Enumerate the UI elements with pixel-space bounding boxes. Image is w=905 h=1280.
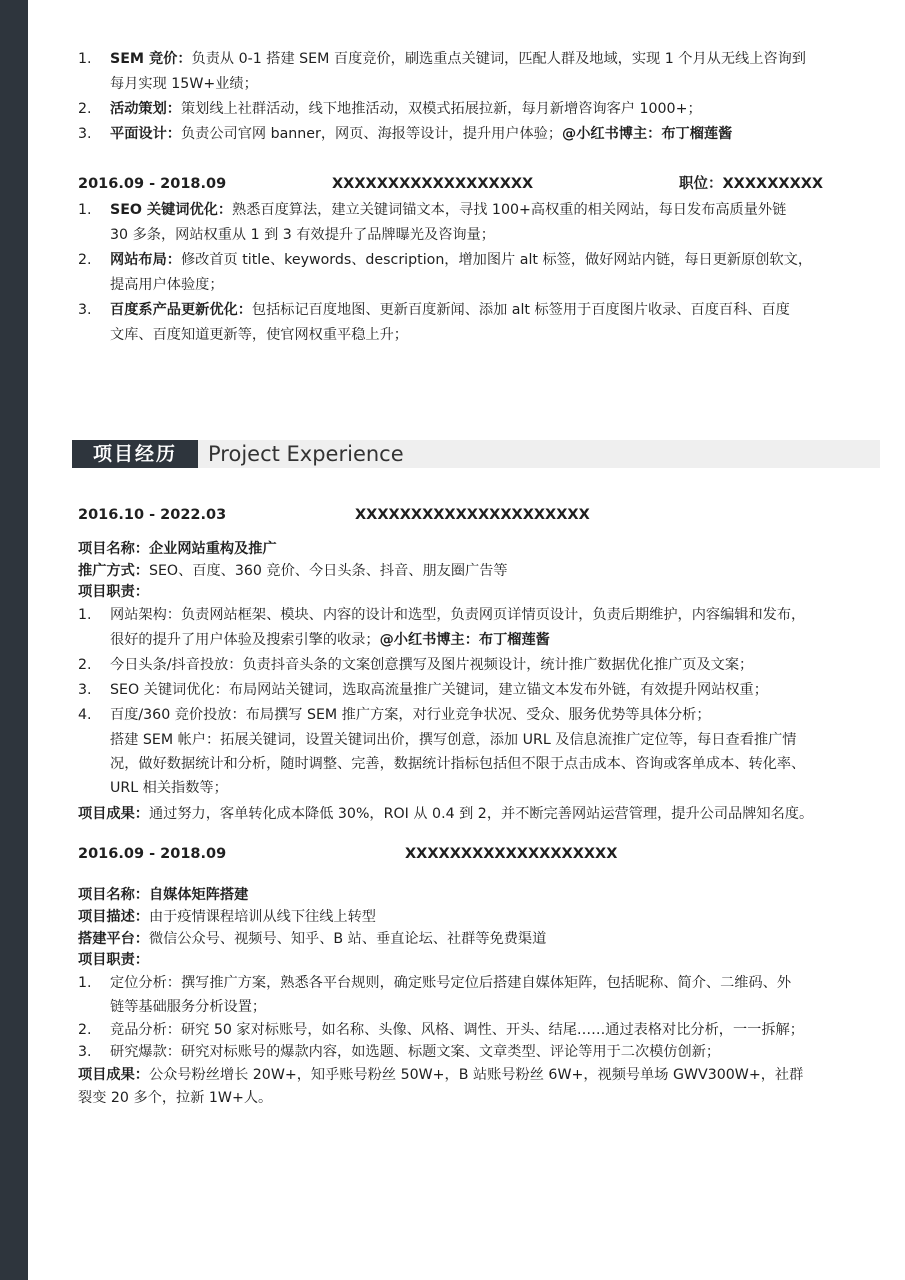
project-name: 企业网站重构及推广: [148, 541, 277, 557]
field-label: 项目名称：: [78, 887, 149, 903]
field-label: 项目成果：: [78, 1067, 149, 1083]
field-value: 通过努力，客单转化成本降低 30%，ROI 从 0.4 到 2，并不断完善网站运营管理，提升公司品牌知名度。: [148, 806, 814, 822]
item-label: 活动策划：: [110, 101, 181, 117]
left-accent-bar: [0, 0, 28, 1280]
list-number: 2.: [78, 657, 92, 673]
field-label: 项目描述：: [78, 909, 149, 925]
item-text: 策划线上社群活动，线下地推活动，双模式拓展拉新，每月新增咨询客户 1000+；: [180, 101, 702, 117]
field-value: SEO、百度、360 竞价、今日头条、抖音、朋友圈广告等: [148, 563, 508, 579]
project-period: 2016.09 - 2018.09: [78, 846, 227, 862]
item-text: 提高用户体验度；: [110, 277, 224, 293]
project-company: XXXXXXXXXXXXXXXXXXXXX: [355, 507, 590, 523]
item-text: 网站架构：负责网站框架、模块、内容的设计和选型，负责网页详情页设计，负责后期维护，内容编辑和发布，: [110, 607, 806, 623]
item-text: 链等基础服务分析设置；: [110, 999, 267, 1015]
item-text: 搭建 SEM 帐户：拓展关键词，设置关键词出价，撰写创意，添加 URL 及信息流推广定位等，每日查看推广情: [110, 732, 797, 748]
section-title-en: Project Experience: [208, 442, 404, 466]
job-position: 职位：XXXXXXXXX: [679, 176, 824, 192]
item-text: 今日头条/抖音投放：负责抖音头条的文案创意撰写及图片视频设计，统计推广数据优化推广页及文案；: [110, 657, 754, 673]
field-value: 公众号粉丝增长 20W+，知乎账号粉丝 50W+，B 站账号粉丝 6W+，视频号单场 GWV300W+，社群: [148, 1067, 804, 1083]
item-text: 负责公司官网 banner，网页、海报等设计，提升用户体验；: [180, 126, 563, 142]
watermark-handle: @小红书博主：布丁榴莲酱: [379, 632, 550, 648]
item-label: 网站布局：: [110, 252, 181, 268]
field-value: 由于疫情课程培训从线下往线上转型: [148, 909, 376, 925]
list-number: 3.: [78, 1044, 92, 1060]
job-company: XXXXXXXXXXXXXXXXXX: [332, 176, 534, 192]
item-text: 负责从 0-1 搭建 SEM 百度竞价，刷选重点关键词，匹配人群及地域，实现 1 个月从无线上咨询到: [191, 51, 806, 67]
list-number: 2.: [78, 101, 92, 117]
field-label: 项目职责：: [78, 952, 149, 968]
list-number: 2.: [78, 252, 92, 268]
list-number: 2.: [78, 1022, 92, 1038]
list-number: 1.: [78, 51, 92, 67]
field-label: 项目名称：: [78, 541, 149, 557]
list-number: 4.: [78, 707, 92, 723]
item-text: 文库、百度知道更新等，使官网权重平稳上升；: [110, 327, 408, 343]
item-label: SEM 竞价：: [110, 51, 192, 67]
item-text: 包括标记百度地图、更新百度新闻、添加 alt 标签用于百度图片收录、百度百科、百度: [251, 302, 790, 318]
list-number: 1.: [78, 202, 92, 218]
item-text: 百度/360 竞价投放：布局撰写 SEM 推广方案，对行业竞争状况、受众、服务优势等具体分析；: [110, 707, 711, 723]
project-name: 自媒体矩阵搭建: [148, 887, 249, 903]
item-text: 竞品分析：研究 50 家对标账号，如名称、头像、风格、调性、开头、结尾……通过表格对比分析，一一拆解；: [110, 1022, 804, 1038]
item-text: 修改首页 title、keywords、description，增加图片 alt 标签，做好网站内链，每日更新原创软文，: [180, 252, 813, 268]
field-label: 项目成果：: [78, 806, 149, 822]
item-label: 平面设计：: [110, 126, 181, 142]
item-text: 每月实现 15W+业绩；: [110, 76, 258, 92]
list-number: 3.: [78, 682, 92, 698]
field-label: 项目职责：: [78, 584, 149, 600]
item-text: 研究爆款：研究对标账号的爆款内容，如选题、标题文案、文章类型、评论等用于二次模仿创新；: [110, 1044, 721, 1060]
project-company: XXXXXXXXXXXXXXXXXXX: [405, 846, 618, 862]
watermark-handle: @小红书博主：布丁榴莲酱: [562, 126, 733, 142]
field-value: 裂变 20 多个，拉新 1W+人。: [78, 1090, 273, 1106]
item-text: URL 相关指数等；: [110, 780, 228, 796]
item-text: 熟悉百度算法，建立关键词锚文本，寻找 100+高权重的相关网站，每日发布高质量外链: [232, 202, 787, 218]
field-value: 微信公众号、视频号、知乎、B 站、垂直论坛、社群等免费渠道: [148, 931, 547, 947]
item-label: SEO 关键词优化：: [110, 202, 233, 218]
item-text: 30 多条，网站权重从 1 到 3 有效提升了品牌曝光及咨询量；: [110, 227, 495, 243]
item-text: 况，做好数据统计和分析，随时调整、完善，数据统计指标包括但不限于点击成本、咨询或客单成本、转化率、: [110, 756, 806, 772]
list-number: 3.: [78, 126, 92, 142]
field-label: 推广方式：: [78, 563, 149, 579]
list-number: 3.: [78, 302, 92, 318]
item-text: 定位分析：撰写推广方案，熟悉各平台规则，确定账号定位后搭建自媒体矩阵，包括昵称、简介、二维码、外: [110, 975, 792, 991]
item-label: 百度系产品更新优化：: [110, 302, 252, 318]
list-number: 1.: [78, 607, 92, 623]
item-text: 很好的提升了用户体验及搜索引擎的收录；: [110, 632, 380, 648]
section-title-cn: 项目经历: [72, 440, 198, 468]
project-period: 2016.10 - 2022.03: [78, 507, 227, 523]
item-text: SEO 关键词优化：布局网站关键词，选取高流量推广关键词，建立锚文本发布外链，有效提升网站权重；: [110, 682, 768, 698]
field-label: 搭建平台：: [78, 931, 149, 947]
job-period: 2016.09 - 2018.09: [78, 176, 227, 192]
section-header: [72, 440, 880, 468]
list-number: 1.: [78, 975, 92, 991]
